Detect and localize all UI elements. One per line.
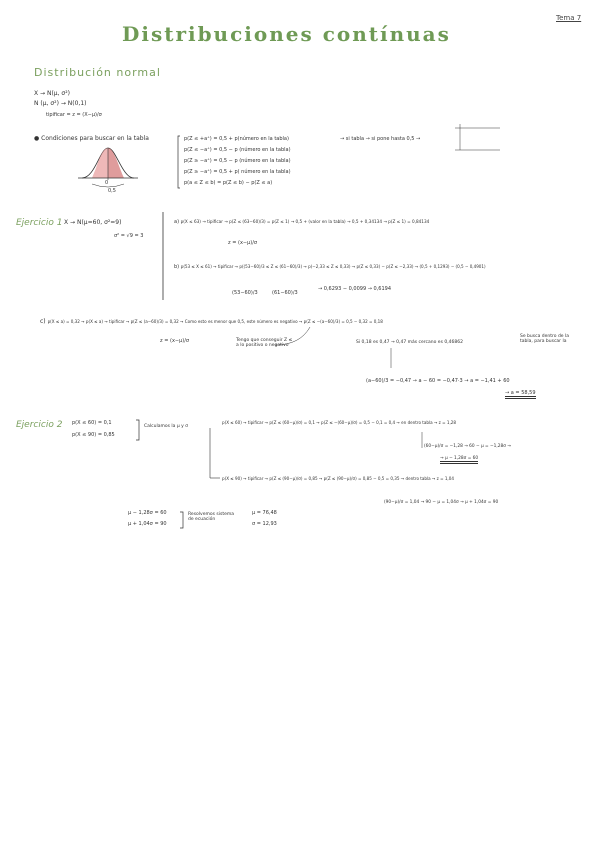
tema-label: Tema 7: [556, 14, 582, 22]
ejercicio-2-sol2: σ = 12,93: [252, 521, 277, 527]
ejercicio-1-c-note2: Tengo que conseguir Z ≤ a lo positivo o negativo: [236, 338, 293, 348]
ejercicio-2-cond2: p(X ≤ 90) = 0,85: [72, 432, 115, 438]
ejercicio-2-label: Ejercicio 2: [16, 420, 63, 430]
ejercicio-1-b: [174, 264, 486, 270]
bullet-icon: ●: [34, 135, 40, 142]
ejercicio-1-b-sub2: (61−60)/3: [272, 290, 298, 296]
ejercicio-1-c-note3: Se busca dentro de la tabla, para buscar la: [520, 334, 570, 344]
ejercicio-2-line2: p(X ≤ 90) → tipificar → p(Z ≤ (90−μ)/σ) = 0,85 → p(Z ≤ (90−μ)/σ) = 0,85 − 0,5 = 0,35 → dentro tabla → z = 1,04: [222, 476, 454, 481]
diagram-label: 0,5: [108, 188, 116, 194]
ejercicio-1-c-result: (a−60)/3 = −0,47 → a − 60 = −0,47·3 → a = −1,41 + 60: [366, 378, 510, 384]
ejercicio-2-line1: p(X ≤ 60) → tipificar → p(Z ≤ (60−μ)/σ) = 0,1 → p(Z ≤ −(60−μ)/σ) = 0,5 − 0,1 = 0,4 → en dentro tabla → z = 1,28: [222, 420, 456, 425]
conditions-text: Condiciones para buscar en la tabla: [41, 135, 149, 142]
condition-5: p(a ≤ Z ≤ b) = p(Z ≤ b) − p(Z ≤ a): [184, 180, 273, 186]
ejercicio-1-c-label: c): [40, 318, 46, 325]
ejercicio-1-a-note: z = (x−μ)/σ: [228, 240, 258, 246]
table-note: → si tabla → si pone hasta 0,5 →: [340, 136, 421, 142]
ejercicio-1-b-sub1: (53−60)/3: [232, 290, 258, 296]
ejercicio-1-label: Ejercicio 1: [16, 218, 63, 228]
intro-line-2: N (μ, σ²) → N(0,1): [34, 100, 87, 107]
section-heading: Distribución normal: [34, 66, 161, 79]
condition-3: p(Z ≥ −a⁺) = 0,5 − p (número en la tabla): [184, 158, 291, 164]
ejercicio-2-system-label: Resolvemos sistema de ecuación: [188, 512, 234, 522]
ejercicio-1-a-text: p(X ≤ 63) → tipificar → p(Z ≤ (63−60)/3) = p(Z ≤ 1) → 0,5 + (valor en la tabla) → 0,5 + 0,34134 → p(Z ≤ 1) = 0,84134: [180, 219, 430, 224]
ejercicio-2-calc-label: Calculamos la μ y σ: [144, 424, 189, 429]
ejercicio-1-b-result: → 0,6293 − 0,0099 → 0,6194: [318, 286, 392, 292]
ejercicio-2-system2: μ + 1,04σ = 90: [128, 521, 167, 527]
ejercicio-1-c-final: → a = 58,59: [505, 390, 536, 399]
condition-1: p(Z ≤ +a⁺) = 0,5 + p(número en la tabla): [184, 136, 289, 142]
ejercicio-1-b-label: b): [174, 264, 180, 270]
ejercicio-2-cond1: p(X ≤ 60) = 0,1: [72, 420, 112, 426]
condition-4: p(Z ≥ −a⁺) = 0,5 + p( número en la tabla): [184, 169, 291, 175]
ejercicio-1-sigma: σ² = √9 = 3: [114, 233, 144, 239]
diagram-mark: 0: [105, 180, 109, 186]
ejercicio-1-c-note1: z = (x−μ)/σ: [160, 338, 190, 344]
ejercicio-2-system1: μ − 1,28σ = 60: [128, 510, 167, 516]
ejercicio-1-a: [174, 219, 429, 225]
ejercicio-1-a-label: a): [174, 219, 180, 225]
ejercicio-1-c: [40, 318, 383, 325]
ejercicio-2-sol1: μ = 76,48: [252, 510, 277, 516]
ejercicio-1-b-text: p(53 ≤ X ≤ 61) → tipificar → p((53−60)/3 ≤ Z ≤ (61−60)/3) → p(−2,33 ≤ Z ≤ 0,33) → p(Z ≤ 0,33) − p(Z ≤ −2,33) → (0,5 + 0,1293) − (0,5 − 0,4901): [180, 264, 486, 269]
ejercicio-2-line2b: (90−μ)/σ = 1,04 → 90 − μ = 1,04σ → μ + 1,04σ = 90: [384, 500, 499, 505]
ejercicio-1-statement: X → N(μ=60, σ²=9): [64, 219, 122, 226]
condition-2: p(Z ≤ −a⁺) = 0,5 − p (número en la tabla): [184, 147, 291, 153]
ejercicio-1-c-text: p(X ≤ a) = 0,32 → p(X ≤ a) → tipificar → p(Z ≤ (a−60)/3) = 0,32 → Como esto es menor que 0,5, este número es negativo → p(Z ≤ −(a−60)/3) = 0,5 − 0,32 = 0,18: [47, 319, 383, 324]
ejercicio-2-line1b: (60−μ)/σ = −1,28 → 60 − μ = −1,28σ →: [424, 444, 511, 449]
intro-line-3: tipificar = z = (X−μ)/σ: [46, 112, 102, 118]
ejercicio-1-c-note4: Si 0,18 es 0,47 → 0,47 más cercano es 0,46862: [356, 340, 463, 345]
page-title: Distribuciones contínuas: [122, 22, 451, 46]
ejercicio-2-line1c: → μ − 1,28σ = 60: [440, 456, 478, 464]
intro-line-1: X → N(μ, σ²): [34, 90, 70, 97]
